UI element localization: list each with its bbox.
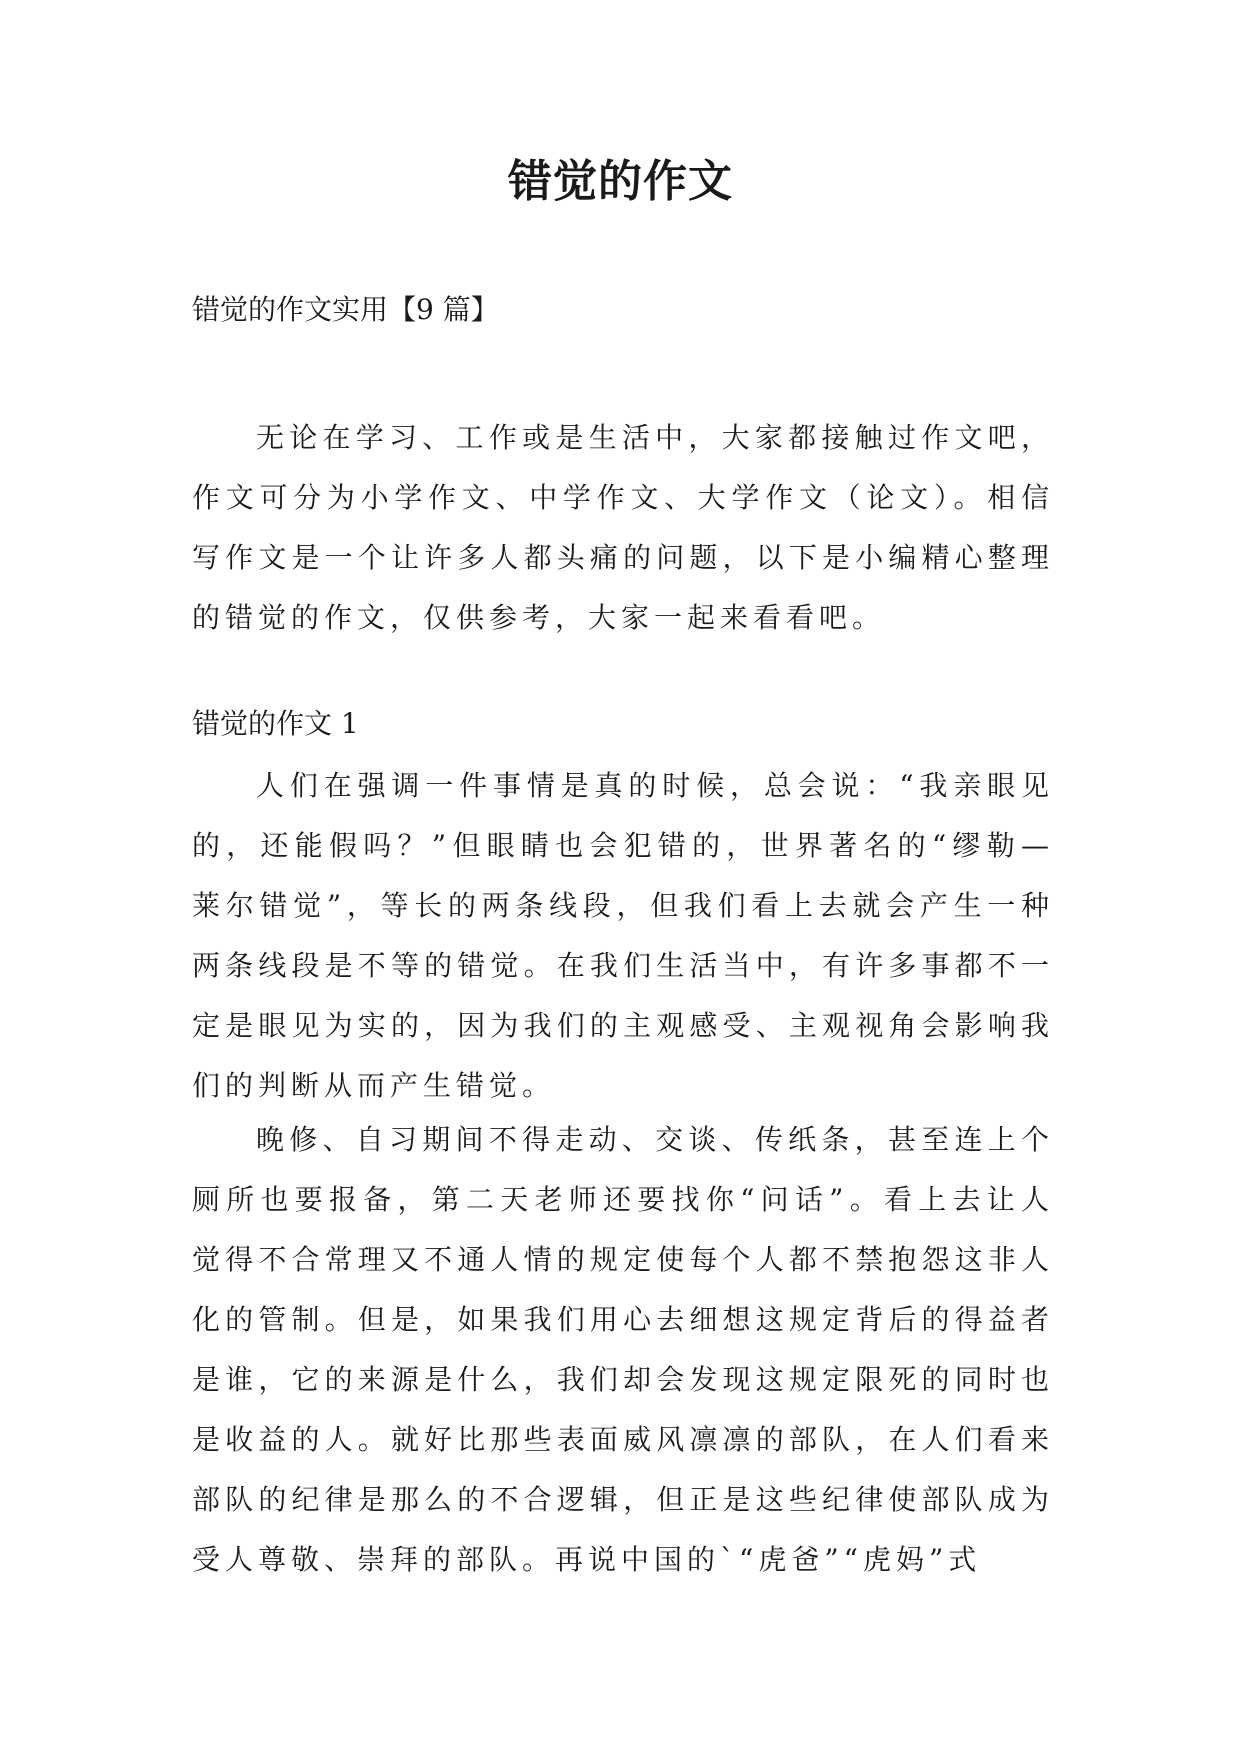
document-title: 错觉的作文 xyxy=(508,156,733,207)
section-heading: 错觉的作文 1 xyxy=(192,707,359,740)
body-paragraph-2: 晚修、自习期间不得走动、交谈、传纸条，甚至连上个厕所也要报备，第二天老师还要找你“问话”。看上去让人觉得不合常理又不通人情的规定使每个人都不禁抱怨这非人化的管制。但是，如果我们用心去细想这规定背后的得益者是谁，它的来源是什么，我们却会发现这规定限死的同时也是收益的人。就好比那些表面威风凛凛的部队，在人们看来部队的纪律是那么的不合逻辑，但正是这些纪律使部队成为受人尊敬、崇拜的部队。再说中国的`“虎爸”“虎妈”式 xyxy=(192,1123,1054,1576)
body-paragraph-1: 人们在强调一件事情是真的时候，总会说：“我亲眼见的，还能假吗？”但眼睛也会犯错的，世界著名的“缪勒—莱尔错觉”，等长的两条线段，但我们看上去就会产生一种两条线段是不等的错觉。在我们生活当中，有许多事都不一定是眼见为实的，因为我们的主观感受、主观视角会影响我们的判断从而产生错觉。 xyxy=(192,769,1054,1102)
intro-paragraph: 无论在学习、工作或是生活中，大家都接触过作文吧，作文可分为小学作文、中学作文、大学作文（论文）。相信写作文是一个让许多人都头痛的问题，以下是小编精心整理的错觉的作文，仅供参考，大家一起来看看吧。 xyxy=(192,421,1054,634)
document-subtitle: 错觉的作文实用【9 篇】 xyxy=(192,293,499,326)
